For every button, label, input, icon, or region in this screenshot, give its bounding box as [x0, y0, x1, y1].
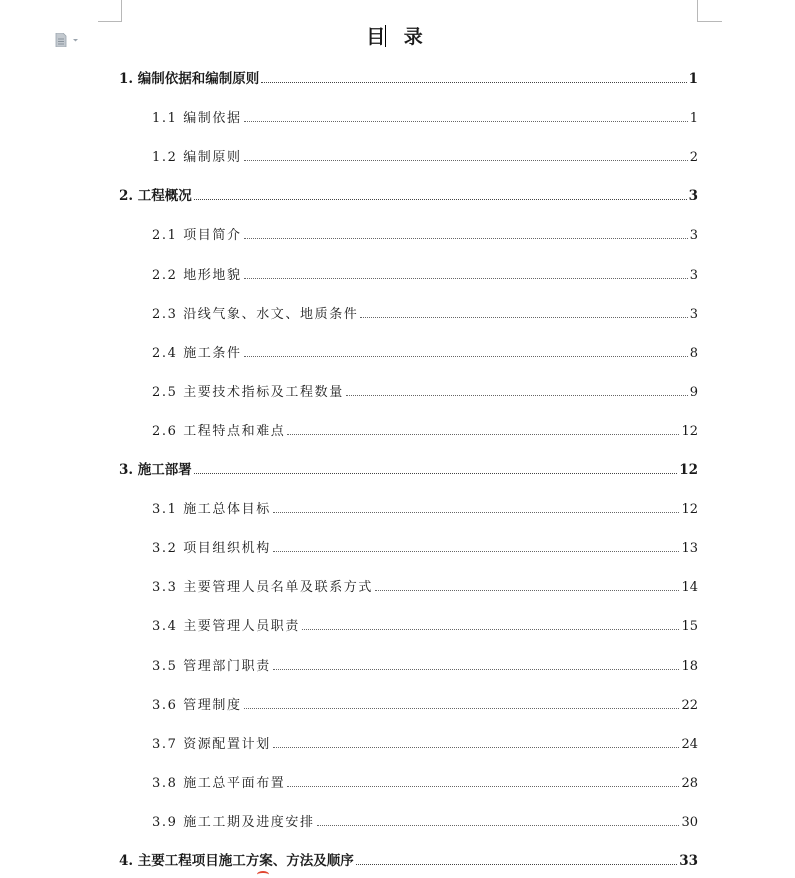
toc-entry-label: 3.4 主要管理人员职责 [152, 619, 301, 635]
toc-page-number: 14 [681, 580, 698, 596]
toc-entry-section[interactable] [152, 106, 698, 126]
toc-page-number: 1 [688, 71, 698, 87]
toc-entry-section[interactable] [152, 654, 698, 674]
toc-entry-section[interactable] [152, 693, 698, 713]
toc-entry-label: 2.4 施工条件 [152, 345, 242, 361]
toc-entry-label: 2.5 主要技术指标及工程数量 [152, 384, 344, 400]
toc-page-number: 18 [681, 658, 698, 674]
toc-entry-label: 1.2 编制原则 [152, 150, 242, 166]
toc-entry-label: 2.6 工程特点和难点 [152, 423, 286, 439]
toc-entry-label: 3.9 施工工期及进度安排 [152, 814, 315, 830]
toc-entry-label: 2.2 地形地貌 [152, 267, 242, 283]
toc-entry-section[interactable] [152, 771, 698, 791]
toc-page-number: 28 [681, 775, 698, 791]
toc-entry-label: 3.3 主要管理人员名单及联系方式 [152, 580, 374, 596]
toc-entry-label: 3.8 施工总平面布置 [152, 775, 286, 791]
toc-entry-chapter[interactable] [119, 458, 698, 478]
toc-page-number: 9 [689, 384, 698, 400]
toc-entry-section[interactable] [152, 732, 698, 752]
toc-entry-chapter[interactable] [119, 67, 698, 87]
toc-leader-dots [302, 629, 679, 630]
toc-entry-label: 1.1 编制依据 [152, 111, 242, 127]
toc-leader-dots [244, 238, 688, 239]
toc-leader-dots [244, 278, 688, 279]
toc-page-number: 12 [681, 423, 698, 439]
toc-leader-dots [244, 160, 688, 161]
toc-entry-label: 4. 主要工程项目施工方案、方法及顺序 [119, 853, 354, 869]
toc-entry-label: 3.1 施工总体目标 [152, 502, 271, 518]
toc-leader-dots [261, 82, 686, 83]
toc-page-number: 8 [689, 345, 698, 361]
toc-page-number: 3 [689, 306, 698, 322]
toc-page-number: 3 [689, 267, 698, 283]
toc-entry-section[interactable] [152, 145, 698, 165]
toc-leader-dots [356, 864, 677, 865]
toc-entry-label: 2. 工程概况 [119, 188, 192, 205]
spell-check-mark [257, 871, 269, 878]
toc-entry-label: 2.1 项目简介 [152, 228, 242, 244]
toc-leader-dots [244, 708, 680, 709]
toc-entry-section[interactable] [152, 575, 698, 595]
toc-page-number: 12 [681, 502, 698, 518]
toc-page-number: 24 [681, 736, 698, 752]
toc-leader-dots [346, 395, 688, 396]
crop-mark-top-left [121, 0, 122, 22]
toc-page-number: 1 [689, 111, 698, 127]
toc-leader-dots [244, 356, 688, 357]
toc-page-number: 3 [689, 228, 698, 244]
toc-page-number: 33 [679, 853, 698, 869]
toc-page-number: 12 [679, 462, 698, 478]
toc-entry-label: 3. 施工部署 [119, 462, 192, 478]
toc-entry-chapter[interactable] [119, 184, 698, 204]
toc-entry-label: 2.3 沿线气象、水文、地质条件 [152, 306, 359, 322]
toc-leader-dots [375, 590, 679, 591]
toc-entry-label: 3.5 管理部门职责 [152, 658, 271, 674]
toc-entry-section[interactable] [152, 810, 698, 830]
toc-title: 目 录 [366, 26, 429, 48]
toc-page-number: 13 [681, 541, 698, 557]
toc-leader-dots [194, 199, 687, 200]
toc-leader-dots [273, 551, 680, 552]
toc-leader-dots [287, 434, 679, 435]
toc-leader-dots [317, 825, 680, 826]
toc-leader-dots [273, 747, 680, 748]
toc-entry-section[interactable] [152, 380, 698, 400]
toc-entry-section[interactable] [152, 302, 698, 322]
toc-entry-label: 3.7 资源配置计划 [152, 736, 271, 752]
toc-leader-dots [360, 317, 687, 318]
toc-entry-label: 3.2 项目组织机构 [152, 541, 271, 557]
toc-entry-section[interactable] [152, 497, 698, 517]
toc-leader-dots [194, 473, 677, 474]
toc-page-number: 22 [681, 697, 698, 713]
toc-entry-section[interactable] [152, 614, 698, 634]
toc-page-number: 15 [681, 619, 698, 635]
toc-page-number: 2 [689, 150, 698, 166]
toc-leader-dots [273, 512, 680, 513]
toc-entry-section[interactable] [152, 263, 698, 283]
toc-entry-label: 3.6 管理制度 [152, 697, 242, 713]
toc-leader-dots [287, 786, 679, 787]
crop-mark-top-right [697, 0, 698, 22]
toc-entry-section[interactable] [152, 419, 698, 439]
toc-entry-label: 1. 编制依据和编制原则 [119, 71, 260, 87]
toc-page-number: 3 [688, 188, 698, 205]
toc-entry-chapter[interactable] [119, 849, 698, 869]
toc-leader-dots [273, 669, 680, 670]
toc-entry-section[interactable] [152, 341, 698, 361]
toc-page-number: 30 [681, 814, 698, 830]
toc-entry-section[interactable] [152, 223, 698, 243]
toc-leader-dots [244, 121, 688, 122]
toc-entry-section[interactable] [152, 536, 698, 556]
